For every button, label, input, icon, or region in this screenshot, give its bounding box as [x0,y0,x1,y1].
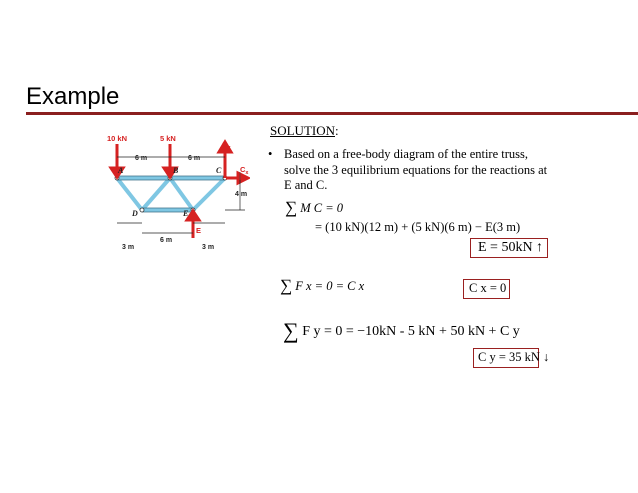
cx-result: C x = 0 [469,281,507,295]
cy-result-box [473,348,550,368]
title-rule [26,112,638,115]
dim-height: 4 m [235,191,248,198]
load-a-label: 10 kN [107,134,128,143]
node-e-label: E [183,209,189,218]
truss-figure [100,128,250,258]
dim-bot-3: 3 m [202,244,215,251]
bullet-text: Based on a free-body diagram of the entire truss, solve the 3 equilibrium equations for the reactions at E and C. [284,147,548,192]
load-b-label: 5 kN [160,134,176,143]
fy-equation: ∑ F y = 0 = −10kN - 5 kN + 50 kN + C y [283,318,520,343]
solution-header: SOLUTION: [270,123,339,138]
node-a-label: A [118,166,124,175]
bullet-dot: • [268,147,273,161]
fx-equation: ∑ F x = 0 = C x [280,276,365,295]
slide-title: Example [26,83,120,110]
dim-bot-2: 6 m [160,237,173,244]
cy-result: C y = 35 kN ↓ [478,350,550,364]
node-d-label: D [132,209,138,218]
moment-equation-1: ∑ M C = 0 [285,198,344,217]
dim-top-1: 6 m [135,155,148,162]
node-b-label: B [173,166,179,175]
moment-equation-2: = (10 kN)(12 m) + (5 kN)(6 m) − E(3 m) [315,220,521,234]
cx-result-box [463,279,510,299]
reaction-cx-label: $C_x$ [240,165,249,176]
truss-members [117,178,225,210]
e-result-box [470,238,548,258]
dim-bot-1: 3 m [122,244,135,251]
dim-top-2: 6 m [188,155,201,162]
e-result: E = 50kN ↑ [478,240,544,255]
reaction-e-label: E [196,226,202,235]
reaction-cy-label: $C_y$ [222,140,231,151]
node-c-label: C [216,166,222,175]
